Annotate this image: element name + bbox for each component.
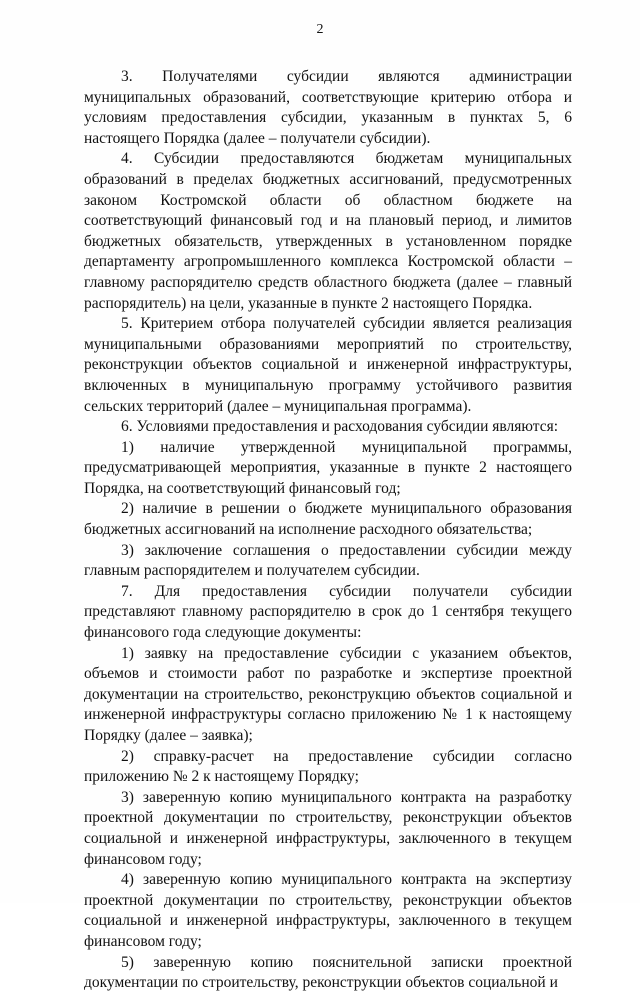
paragraph-7-item-5: 5) заверенную копию пояснительной записки проектной документации по строительству, реконструкции объектов социальной и — [84, 953, 572, 992]
paragraph-6: 6. Условиями предоставления и расходования субсидии являются: — [121, 418, 559, 436]
paragraph-6-item-3: 3) заключение соглашения о предоставлении субсидии между главным распорядителем и получателем субсидии. — [84, 541, 572, 580]
paragraph-3: 3. Получателями субсидии являются администрации муниципальных образований, соответствующие критерию отбора и условиям предоставления субсидии, указанным в пунктах 5, 6 настоящего Порядка (далее – получатели субсидии). — [84, 68, 572, 147]
paragraph-6-item-1: 1) наличие утвержденной муниципальной программы, предусматривающей мероприятия, указанные в пункте 2 настоящего Порядка, на соответствующий финансовый год; — [84, 438, 572, 497]
paragraph-7: 7. Для предоставления субсидии получатели субсидии представляют главному распорядителю в срок до 1 сентября текущего финансового года следующие документы: — [84, 582, 572, 642]
paragraph-7-item-2: 2) справку-расчет на предоставление субсидии согласно приложению № 2 к настоящему Порядку; — [84, 747, 572, 786]
document-body — [84, 67, 572, 994]
paragraph-7-item-4: 4) заверенную копию муниципального контракта на экспертизу проектной документации по строительству, реконструкции объектов социальной и инженерной инфраструктуры, заключенного в текущем финансовом году; — [84, 871, 572, 950]
paragraph-5: 5. Критерием отбора получателей субсидии является реализация муниципальными образованиями мероприятий по строительству, реконструкции объектов социальной и инженерной инфраструктуры, включенных в муниципальную программу устойчивого развития сельских территорий (далее – муниципальная программа). — [84, 315, 572, 415]
paragraph-6-item-2: 2) наличие в решении о бюджете муниципального образования бюджетных ассигнований на исполнение расходного обязательства; — [84, 500, 572, 539]
paragraph-7-item-1: 1) заявку на предоставление субсидии с указанием объектов, объемов и стоимости работ по разработке и экспертизе проектной документации на строительство, реконструкцию объектов социальной и инженерной инфраструктуры согласно приложению № 1 к настоящему Порядку (далее – заявка); — [84, 644, 572, 744]
page-number: 2 — [316, 22, 324, 37]
paragraph-4: 4. Субсидии предоставляются бюджетам муниципальных образований в пределах бюджетных ассигнований, предусмотренных законом Костромской области об областном бюджете на соответствующий финансовый год и на плановый период, и лимитов бюджетных обязательств, утвержденных в установленном порядке департаменту агропромышленного комплекса Костромской области – главному распорядителю средств областного бюджета (далее – главный распорядитель) на цели, указанные в пункте 2 настоящего Порядка. — [84, 150, 572, 312]
paragraph-7-item-3: 3) заверенную копию муниципального контракта на разработку проектной документации по строительству, реконструкции объектов социальной и инженерной инфраструктуры, заключенного в текущем финансовом году; — [84, 788, 572, 868]
